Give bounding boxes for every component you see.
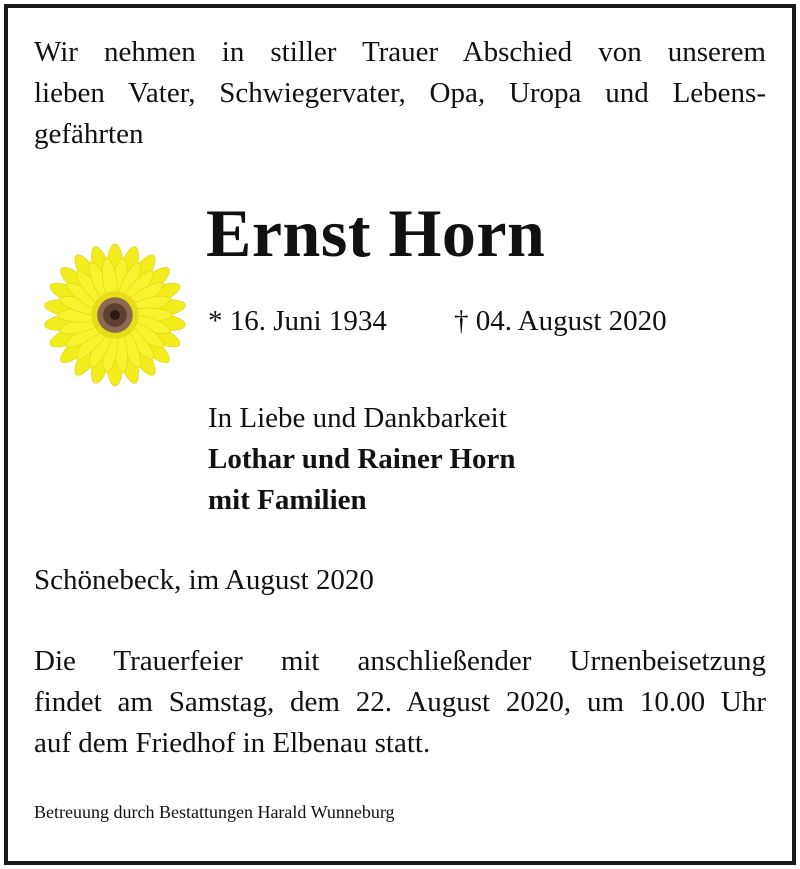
intro-line: gefährten <box>34 118 144 150</box>
intro-text <box>34 32 766 155</box>
service-line: auf dem Friedhof in Elbenau statt. <box>34 727 431 759</box>
service-line: Die Trauerfeier mit anschließender Urnenbeisetzung <box>34 645 766 677</box>
mourners-dedication: In Liebe und Dankbarkeit <box>208 402 507 434</box>
life-dates <box>208 301 667 341</box>
intro-line: lieben Vater, Schwiegervater, Opa, Uropa und Lebens- <box>34 77 766 109</box>
mourners-families: mit Familien <box>208 484 367 516</box>
intro-line: Wir nehmen in stiller Trauer Abschied von unserem <box>34 36 766 68</box>
place-date: Schönebeck, im August 2020 <box>34 564 374 596</box>
undertaker-credit: Betreuung durch Bestattungen Harald Wunneburg <box>34 802 395 822</box>
birth-date: * 16. Juni 1934 <box>208 305 387 337</box>
mourners-block <box>208 398 516 521</box>
flower-icon <box>36 240 194 398</box>
death-date: † 04. August 2020 <box>454 305 667 337</box>
mourners-names: Lothar und Rainer Horn <box>208 443 516 475</box>
service-info <box>34 641 766 764</box>
service-line: findet am Samstag, dem 22. August 2020, um 10.00 Uhr <box>34 686 766 718</box>
deceased-name: Ernst Horn <box>206 195 546 271</box>
